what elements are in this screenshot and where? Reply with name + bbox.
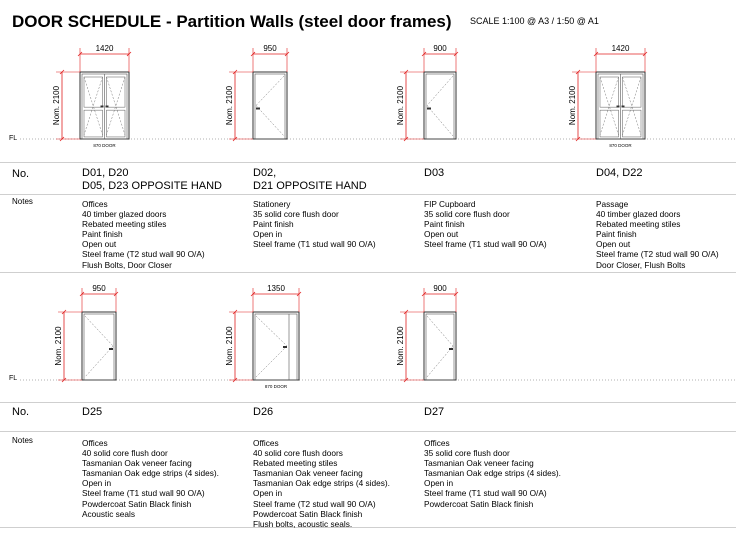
door-leaf-outline xyxy=(426,314,454,380)
swing-line xyxy=(623,77,642,135)
glazing-panel xyxy=(600,77,619,107)
swing-line xyxy=(256,106,284,137)
floor-level-label-row2: FL xyxy=(9,375,18,382)
glazing-panel xyxy=(107,77,126,107)
notes-d03: FIP Cupboard 35 solid core flush door Paint finish Open out Steel frame (T1 stud wall 90 O/A) xyxy=(424,199,547,250)
door-number-d01: D01, D20 D05, D23 OPPOSITE HAND xyxy=(82,167,222,192)
door-width-label: 950 xyxy=(263,44,277,53)
glazing-panel xyxy=(84,77,103,107)
notes-d25: Offices 40 solid core flush door Tasmanian Oak veneer facing Tasmanian Oak edge strips (4 sides). Open in Steel frame (T1 stud wall 90 O/A) Powdercoat Satin Black finish Acoustic seals xyxy=(82,438,219,519)
door-handle xyxy=(256,108,260,110)
door-number-d27: D27 xyxy=(424,406,445,418)
door-caption: 870 DOOR xyxy=(264,384,288,389)
glazing-panel xyxy=(623,110,642,137)
divider xyxy=(0,162,736,163)
divider xyxy=(0,272,736,273)
notes-d27: Offices 35 solid core flush door Tasmanian Oak veneer facing Tasmanian Oak edge strips (4 sides). Open in Steel frame (T1 stud wall 90 O/A) Powdercoat Satin Black finish xyxy=(424,438,561,509)
door-number-d04: D04, D22 xyxy=(596,167,643,179)
door-frame xyxy=(253,72,287,139)
swing-line xyxy=(85,346,113,377)
glazing-panel xyxy=(623,77,642,107)
door-height-label: Nom. 2100 xyxy=(54,326,63,366)
swing-line xyxy=(427,76,453,106)
door-height-label: Nom. 2100 xyxy=(568,85,577,126)
door-leaf-outline xyxy=(255,74,285,139)
door-leaf-outline xyxy=(426,74,454,139)
door-handle xyxy=(109,348,113,350)
door-handle xyxy=(106,106,109,108)
door-handle xyxy=(283,346,287,348)
door-handle xyxy=(449,348,453,350)
swing-line xyxy=(84,77,103,135)
divider xyxy=(0,194,736,195)
door-height-label: Nom. 2100 xyxy=(396,85,405,126)
swing-line xyxy=(427,316,453,346)
swing-line xyxy=(600,77,619,135)
divider xyxy=(0,431,736,432)
swing-line xyxy=(427,346,453,377)
swing-line xyxy=(256,316,287,346)
door-number-d25: D25 xyxy=(82,406,103,418)
door-height-label: Nom. 2100 xyxy=(52,85,61,126)
door-width-label: 1420 xyxy=(95,44,114,53)
swing-line xyxy=(623,77,642,135)
swing-line xyxy=(427,106,453,137)
swing-line xyxy=(107,77,126,135)
swing-line xyxy=(256,76,284,106)
swing-line xyxy=(107,77,126,135)
notes-label-row2: Notes xyxy=(12,436,33,445)
glazing-panel xyxy=(84,110,103,137)
notes-d04: Passage 40 timber glazed doors Rebated meeting stiles Paint finish Open out Steel frame (T2 stud wall 90 O/A) Door Closer, Flush Bolts xyxy=(596,199,719,270)
swing-line xyxy=(600,77,619,135)
door-height-label: Nom. 2100 xyxy=(396,326,405,366)
door-caption: 870 DOOR xyxy=(93,143,116,148)
door-number-d03: D03 xyxy=(424,167,445,179)
floor-level-label-row1: FL xyxy=(9,135,18,142)
door-width-label: 950 xyxy=(92,284,106,293)
door-handle xyxy=(617,106,620,108)
door-number-d26: D26 xyxy=(253,406,274,418)
door-number-d02: D02, D21 OPPOSITE HAND xyxy=(253,167,367,192)
glazing-panel xyxy=(600,110,619,137)
number-label-row2: No. xyxy=(12,406,30,418)
door-height-label: Nom. 2100 xyxy=(225,85,234,126)
door-width-label: 900 xyxy=(433,44,447,53)
door-frame xyxy=(424,72,456,139)
door-width-label: 1350 xyxy=(267,284,285,293)
swing-line xyxy=(256,346,287,377)
door-height-label: Nom. 2100 xyxy=(225,326,234,366)
number-label-row1: No. xyxy=(12,168,30,180)
divider xyxy=(0,402,736,403)
notes-d02: Stationery 35 solid core flush door Paint finish Open in Steel frame (T1 stud wall 90 O/A) xyxy=(253,199,376,250)
page-title: DOOR SCHEDULE - Partition Walls (steel door frames) xyxy=(12,12,452,31)
swing-line xyxy=(84,77,103,135)
notes-d01: Offices 40 timber glazed doors Rebated meeting stiles Paint finish Open out Steel frame (T2 stud wall 90 O/A) Flush Bolts, Door Closer xyxy=(82,199,205,270)
door-leaf-outline xyxy=(84,314,114,380)
notes-d26: Offices 40 solid core flush doors Rebated meeting stiles Tasmanian Oak veneer facing Tasmanian Oak edge strips (4 sides). Open in Steel frame (T2 stud wall 90 O/A) Powdercoat Satin Black finish Flush bolts, acoustic seals. xyxy=(253,438,390,529)
door-frame xyxy=(424,312,456,380)
door-frame xyxy=(82,312,116,380)
door-leaf-outline xyxy=(255,314,297,380)
door-frame xyxy=(253,312,299,380)
door-handle xyxy=(622,106,625,108)
glazing-panel xyxy=(107,110,126,137)
notes-label-row1: Notes xyxy=(12,197,33,206)
door-handle xyxy=(427,108,431,110)
swing-line xyxy=(85,316,113,346)
door-width-label: 900 xyxy=(433,284,447,293)
door-handle xyxy=(101,106,104,108)
scale-note: SCALE 1:100 @ A3 / 1:50 @ A1 xyxy=(470,16,599,26)
door-width-label: 1420 xyxy=(611,44,630,53)
door-caption: 870 DOOR xyxy=(609,143,632,148)
